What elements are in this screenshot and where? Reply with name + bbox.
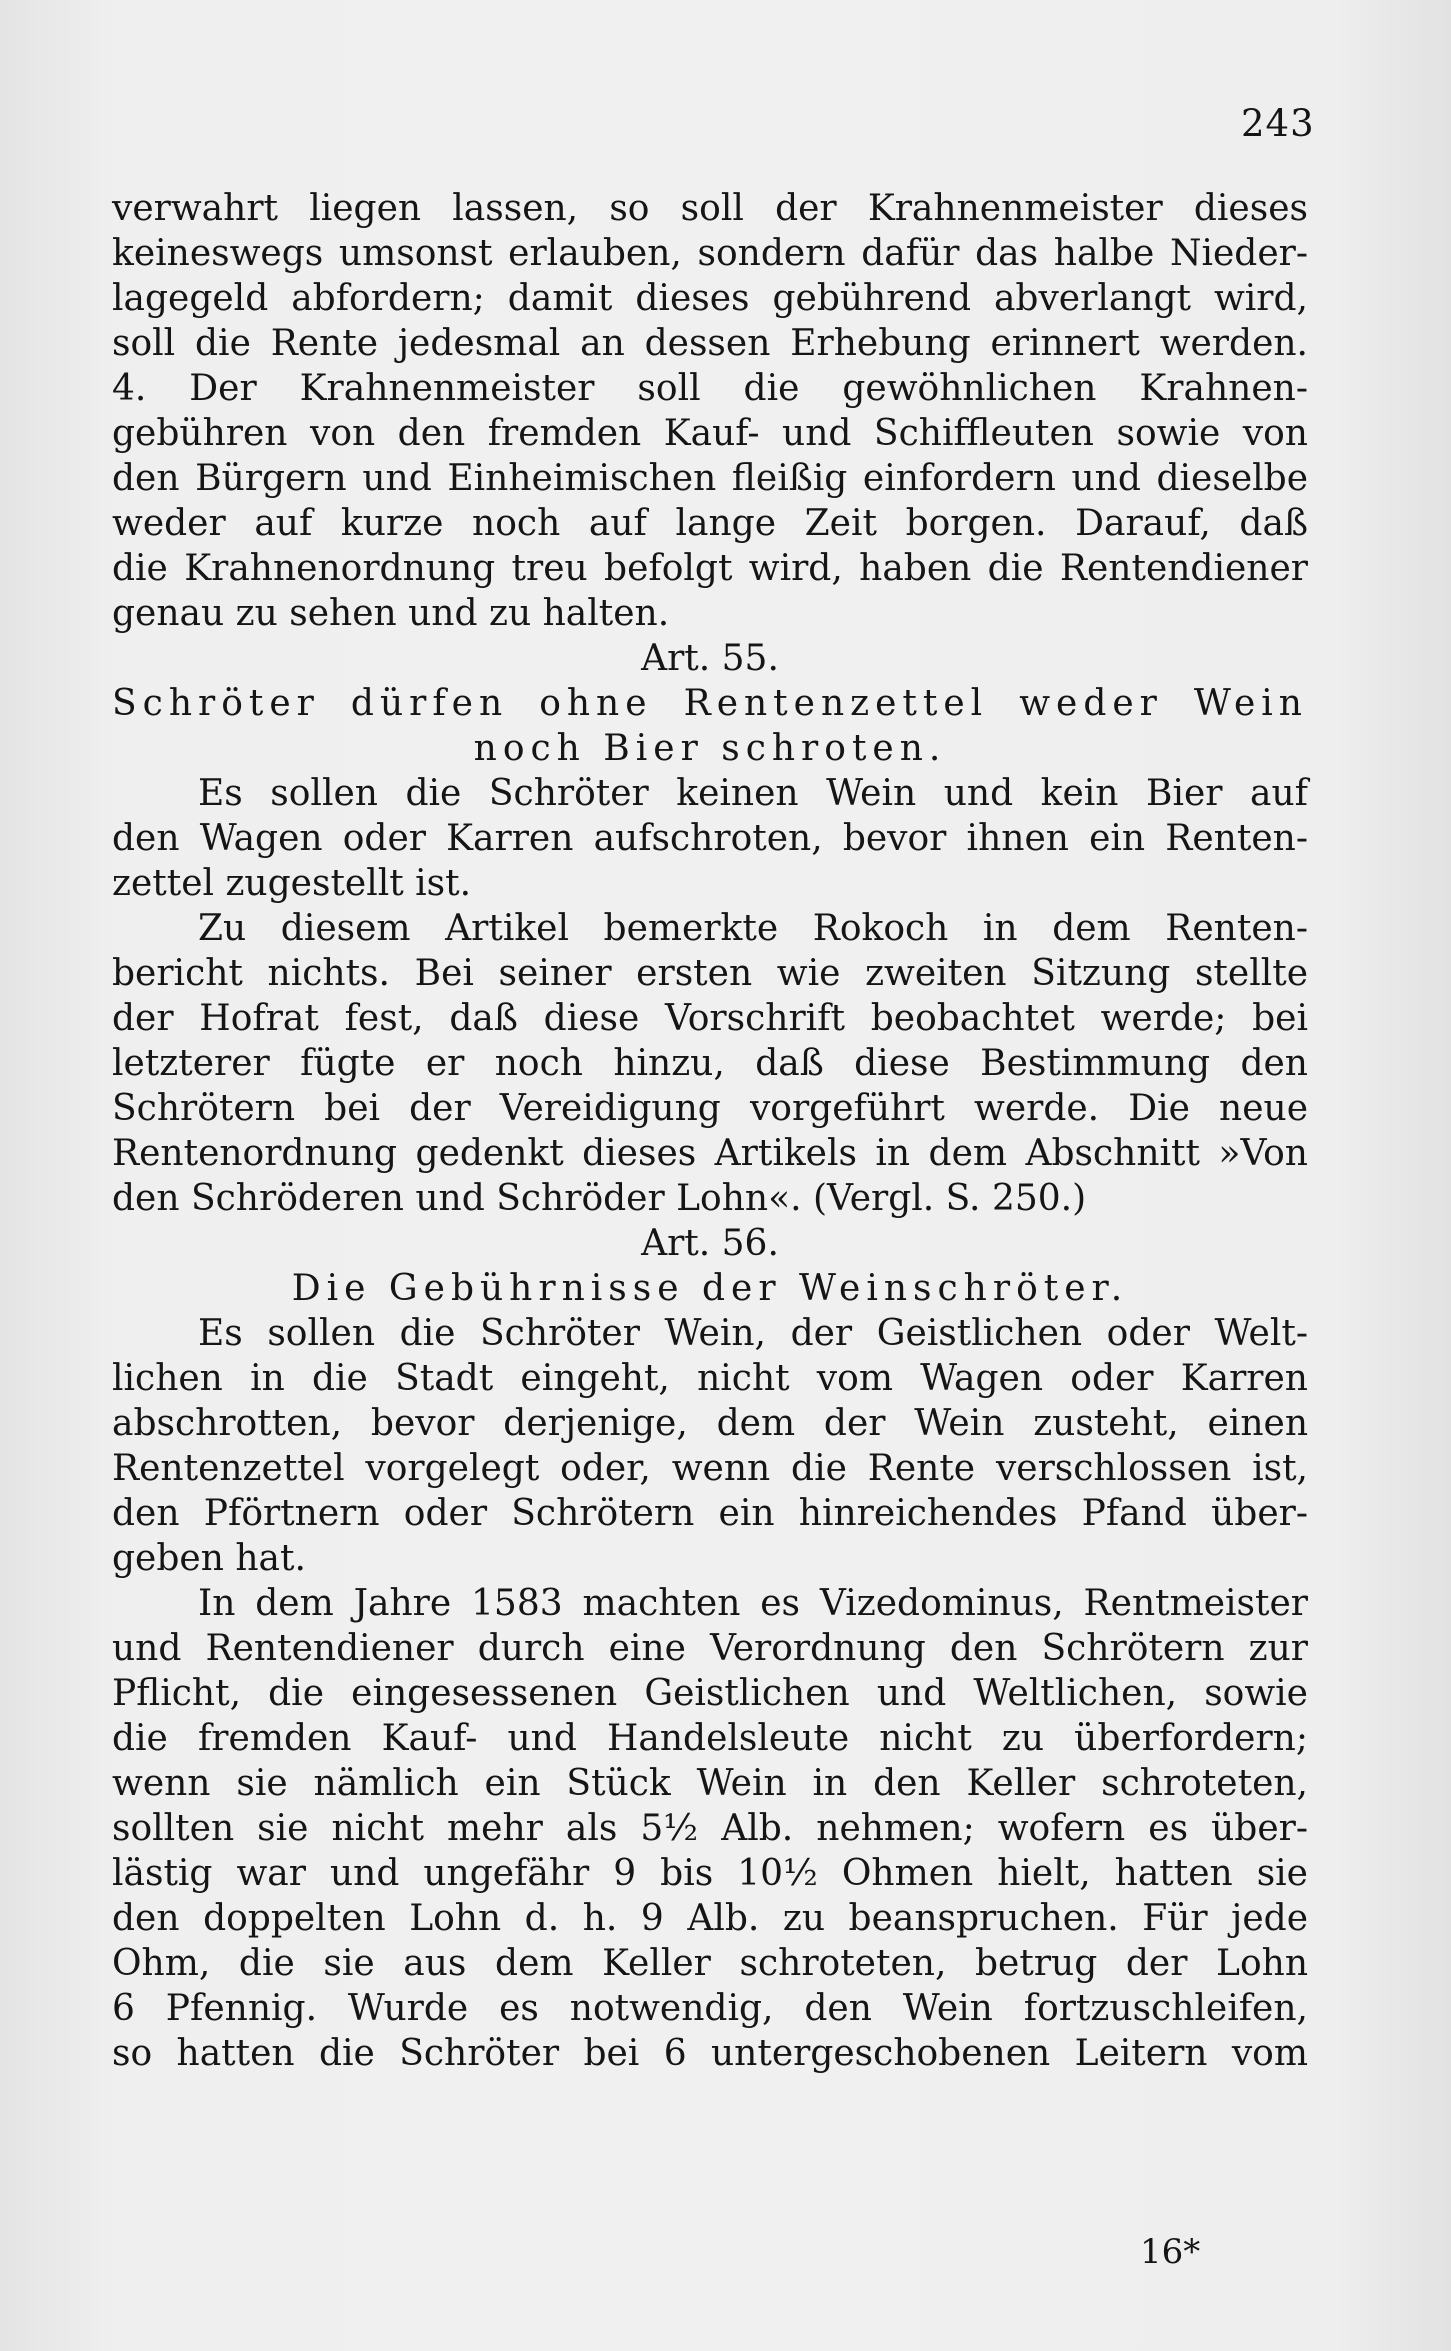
text-line: den Bürgern und Einheimischen fleißig einfordern und dieselbe (112, 458, 1308, 499)
text-line: sollten sie nicht mehr als 5½ Alb. nehmen; wofern es über- (112, 1808, 1308, 1849)
text-line: die Krahnenordnung treu befolgt wird, haben die Rentendiener (112, 548, 1308, 589)
text-line: abschrotten, bevor derjenige, dem der Wein zusteht, einen (112, 1403, 1308, 1444)
text-line: keineswegs umsonst erlauben, sondern dafür das halbe Nieder- (112, 233, 1308, 274)
text-line: den Schröderen und Schröder Lohn«. (Vergl. S. 250.) (112, 1178, 1087, 1219)
text-line: Rentenzettel vorgelegt oder, wenn die Rente verschlossen ist, (112, 1448, 1308, 1489)
text-line: Es sollen die Schröter Wein, der Geistlichen oder Welt- (198, 1313, 1308, 1354)
text-line: den Pförtnern oder Schrötern ein hinreichendes Pfand über- (112, 1493, 1308, 1534)
text-line: weder auf kurze noch auf lange Zeit borgen. Darauf, daß (112, 503, 1308, 544)
text-line: so hatten die Schröter bei 6 untergeschobenen Leitern vom (112, 2033, 1308, 2074)
text-line: den doppelten Lohn d. h. 9 Alb. zu beanspruchen. Für jede (112, 1898, 1308, 1939)
text-line: Es sollen die Schröter keinen Wein und kein Bier auf (198, 773, 1308, 814)
text-line: soll die Rente jedesmal an dessen Erhebung erinnert werden. (112, 323, 1308, 364)
text-line: Pflicht, die eingesessenen Geistlichen und Weltlichen, sowie (112, 1673, 1308, 1714)
text-line: Ohm, die sie aus dem Keller schroteten, betrug der Lohn (112, 1943, 1308, 1984)
text-line: genau zu sehen und zu halten. (112, 593, 670, 634)
text-line: Zu diesem Artikel bemerkte Rokoch in dem Renten- (198, 908, 1308, 949)
page-body (112, 186, 1308, 2076)
text-line: 4. Der Krahnenmeister soll die gewöhnlichen Krahnen- (112, 368, 1308, 409)
text-line: lästig war und ungefähr 9 bis 10½ Ohmen hielt, hatten sie (112, 1853, 1308, 1894)
article-55-heading: Schröter dürfen ohne Rentenzettel weder Wein (112, 683, 1308, 724)
text-line: lagegeld abfordern; damit dieses gebührend abverlangt wird, (112, 278, 1308, 319)
text-line: wenn sie nämlich ein Stück Wein in den Keller schroteten, (112, 1763, 1308, 1804)
signature-mark: 16* (1140, 2232, 1201, 2272)
text-line: 6 Pfennig. Wurde es notwendig, den Wein fortzuschleifen, (112, 1988, 1308, 2029)
page-number: 243 (1241, 102, 1315, 145)
article-55-heading-cont: noch Bier schroten. (473, 728, 947, 769)
article-55-number: Art. 55. (641, 638, 779, 679)
text-line: Schrötern bei der Vereidigung vorgeführt werde. Die neue (112, 1088, 1308, 1129)
text-line: lichen in die Stadt eingeht, nicht vom Wagen oder Karren (112, 1358, 1308, 1399)
text-line: In dem Jahre 1583 machten es Vizedominus, Rentmeister (198, 1583, 1308, 1624)
text-line: die fremden Kauf- und Handelsleute nicht zu überfordern; (112, 1718, 1308, 1759)
text-line: verwahrt liegen lassen, so soll der Krahnenmeister dieses (112, 188, 1308, 229)
article-56-heading: Die Gebührnisse der Weinschröter. (291, 1268, 1129, 1309)
text-line: gebühren von den fremden Kauf- und Schiffleuten sowie von (112, 413, 1308, 454)
text-line: und Rentendiener durch eine Verordnung den Schrötern zur (112, 1628, 1308, 1669)
text-line: zettel zugestellt ist. (112, 863, 472, 904)
text-line: bericht nichts. Bei seiner ersten wie zweiten Sitzung stellte (112, 953, 1308, 994)
text-line: geben hat. (112, 1538, 306, 1579)
text-line: letzterer fügte er noch hinzu, daß diese Bestimmung den (112, 1043, 1308, 1084)
text-line: der Hofrat fest, daß diese Vorschrift beobachtet werde; bei (112, 998, 1308, 1039)
text-line: den Wagen oder Karren aufschroten, bevor ihnen ein Renten- (112, 818, 1308, 859)
text-line: Rentenordnung gedenkt dieses Artikels in dem Abschnitt »Von (112, 1133, 1308, 1174)
article-56-number: Art. 56. (641, 1223, 779, 1264)
